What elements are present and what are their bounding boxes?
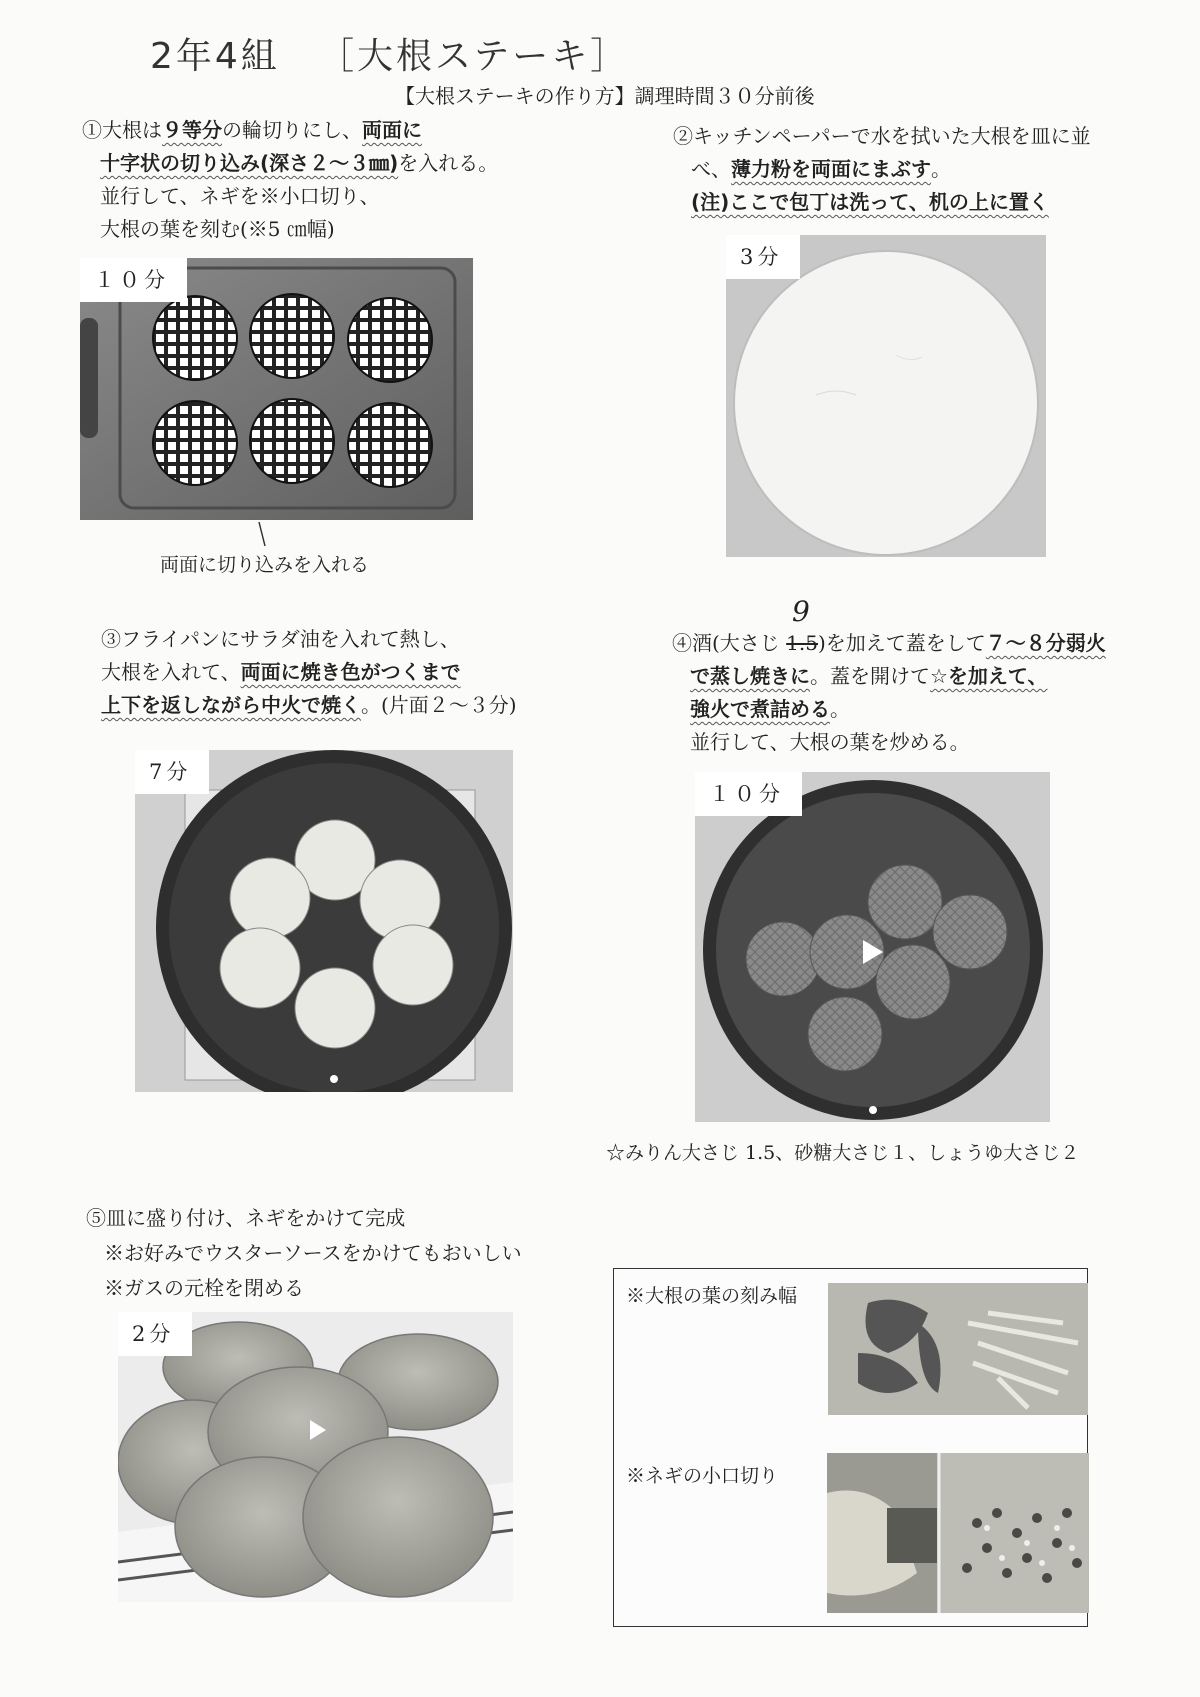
step5-line3: ※ガスの元栓を閉める — [104, 1276, 304, 1300]
step2-line1 — [673, 120, 1091, 153]
negi-photo — [827, 1453, 1089, 1613]
seasoning-note: ☆みりん大さじ 1.5、砂糖大さじ１、しょうゆ大さじ２ — [606, 1142, 1080, 1164]
step1-line1-c: の輪切りにし、 — [222, 118, 362, 142]
step1-line1-a: 大根は — [102, 118, 162, 142]
step1-line1 — [82, 114, 498, 147]
step2-line2-a: べ、 — [691, 157, 731, 181]
step4-line3-end: 。 — [830, 697, 850, 721]
step2-line2 — [673, 153, 1091, 186]
step2-text — [673, 120, 1091, 219]
step2-photo — [726, 235, 1046, 557]
step3-photo — [135, 750, 513, 1092]
step5-line1 — [86, 1202, 522, 1235]
step2-line3: (注)ここで包丁は洗って、机の上に置く — [691, 190, 1049, 214]
step1-both-sides: 両面に — [362, 118, 422, 142]
step2-line2-c: 。 — [931, 157, 951, 181]
simmering-pan-image — [695, 772, 1050, 1122]
step4-line3 — [672, 693, 1106, 726]
step2-time-badge: 3分 — [726, 235, 800, 279]
step3-text — [101, 623, 517, 722]
step4-photo — [695, 772, 1050, 1122]
white-plate-image — [726, 235, 1046, 557]
step5-time-badge: 2分 — [118, 1312, 192, 1356]
step1-marker: ① — [82, 118, 102, 142]
frying-pan-image — [135, 750, 513, 1092]
step4-low-heat: ７～８分弱火 — [985, 631, 1106, 655]
dish-title — [318, 28, 629, 79]
step5-marker: ⑤ — [86, 1206, 106, 1230]
step1-line2-b: を入れる。 — [398, 151, 499, 175]
step4-steam: で蒸し焼きに — [690, 664, 810, 688]
step4-struck-amount: 1.5 — [786, 631, 818, 655]
step4-line1-b: )を加えて蓋をして — [817, 631, 986, 655]
class-title — [150, 28, 280, 79]
leaves-photo — [828, 1283, 1088, 1415]
step2-line1-text: キッチンペーパーで水を拭いた大根を皿に並 — [693, 124, 1091, 148]
step4-line4: 並行して、大根の葉を炒める。 — [690, 730, 970, 754]
step3-line2 — [101, 656, 517, 689]
step1-cross-cut: 十字状の切り込み(深さ２～３㎜) — [100, 151, 399, 175]
step3-line2-a: 大根を入れて、 — [101, 660, 241, 684]
step5-line2: ※お好みでウスターソースをかけてもおいしい — [104, 1241, 522, 1265]
step4-line2 — [672, 660, 1106, 693]
step4-time-badge: １０分 — [695, 772, 802, 816]
step5-line1-text: 皿に盛り付け、ネギをかけて完成 — [106, 1206, 406, 1230]
step2-flour: 薄力粉を両面にまぶす — [731, 157, 931, 181]
step3-browned: 両面に焼き色がつくまで — [240, 660, 461, 684]
step1-caption: 両面に切り込みを入れる — [160, 554, 370, 576]
leaves-label: ※大根の葉の刻み幅 — [626, 1285, 798, 1307]
negi-label: ※ネギの小口切り — [626, 1465, 779, 1487]
step4-line1-a: 酒(大さじ — [692, 631, 787, 655]
step1-nine-pieces: ９等分 — [162, 118, 222, 142]
step4-add-star: ☆を加えて、 — [930, 664, 1048, 688]
step1-line3: 並行して、ネギを※小口切り、 — [100, 184, 380, 208]
step1-time-badge: １０分 — [80, 258, 187, 302]
step4-line2-b: 。蓋を開けて — [810, 664, 930, 688]
step3-line1 — [101, 623, 517, 656]
step3-time-badge: 7分 — [135, 750, 209, 794]
step1-line2 — [82, 147, 498, 180]
chopped-leaves-image — [828, 1283, 1088, 1415]
step2-marker: ② — [673, 124, 693, 148]
step3-medium-heat: 上下を返しながら中火で焼く — [101, 693, 361, 717]
step3-line3-b: 。(片面２～３分) — [361, 693, 517, 717]
step3-line3 — [101, 689, 517, 722]
subtitle: 【大根ステーキの作り方】調理時間３０分前後 — [395, 84, 815, 108]
step5-photo — [118, 1312, 513, 1602]
step4-high-heat: 強火で煮詰める — [690, 697, 830, 721]
dish-title-text: ［大根ステーキ］ — [318, 36, 630, 77]
pointer-line — [257, 520, 277, 550]
step4-line1 — [672, 595, 1106, 660]
step1-line4: 大根の葉を刻む(※5 ㎝幅) — [100, 217, 335, 241]
step4-marker: ④ — [672, 631, 692, 655]
step1-text — [82, 114, 498, 246]
class-title-text: 2年4組 — [150, 36, 280, 77]
sliced-negi-image — [827, 1453, 1089, 1613]
step3-marker: ③ — [101, 627, 121, 651]
notes-box — [613, 1268, 1088, 1627]
step5-text — [86, 1202, 522, 1305]
step4-text — [672, 595, 1106, 759]
step4-handwritten-amount: 9 — [792, 595, 810, 628]
step3-line1-text: フライパンにサラダ油を入れて熱し、 — [121, 627, 460, 651]
step1-photo — [80, 258, 473, 520]
